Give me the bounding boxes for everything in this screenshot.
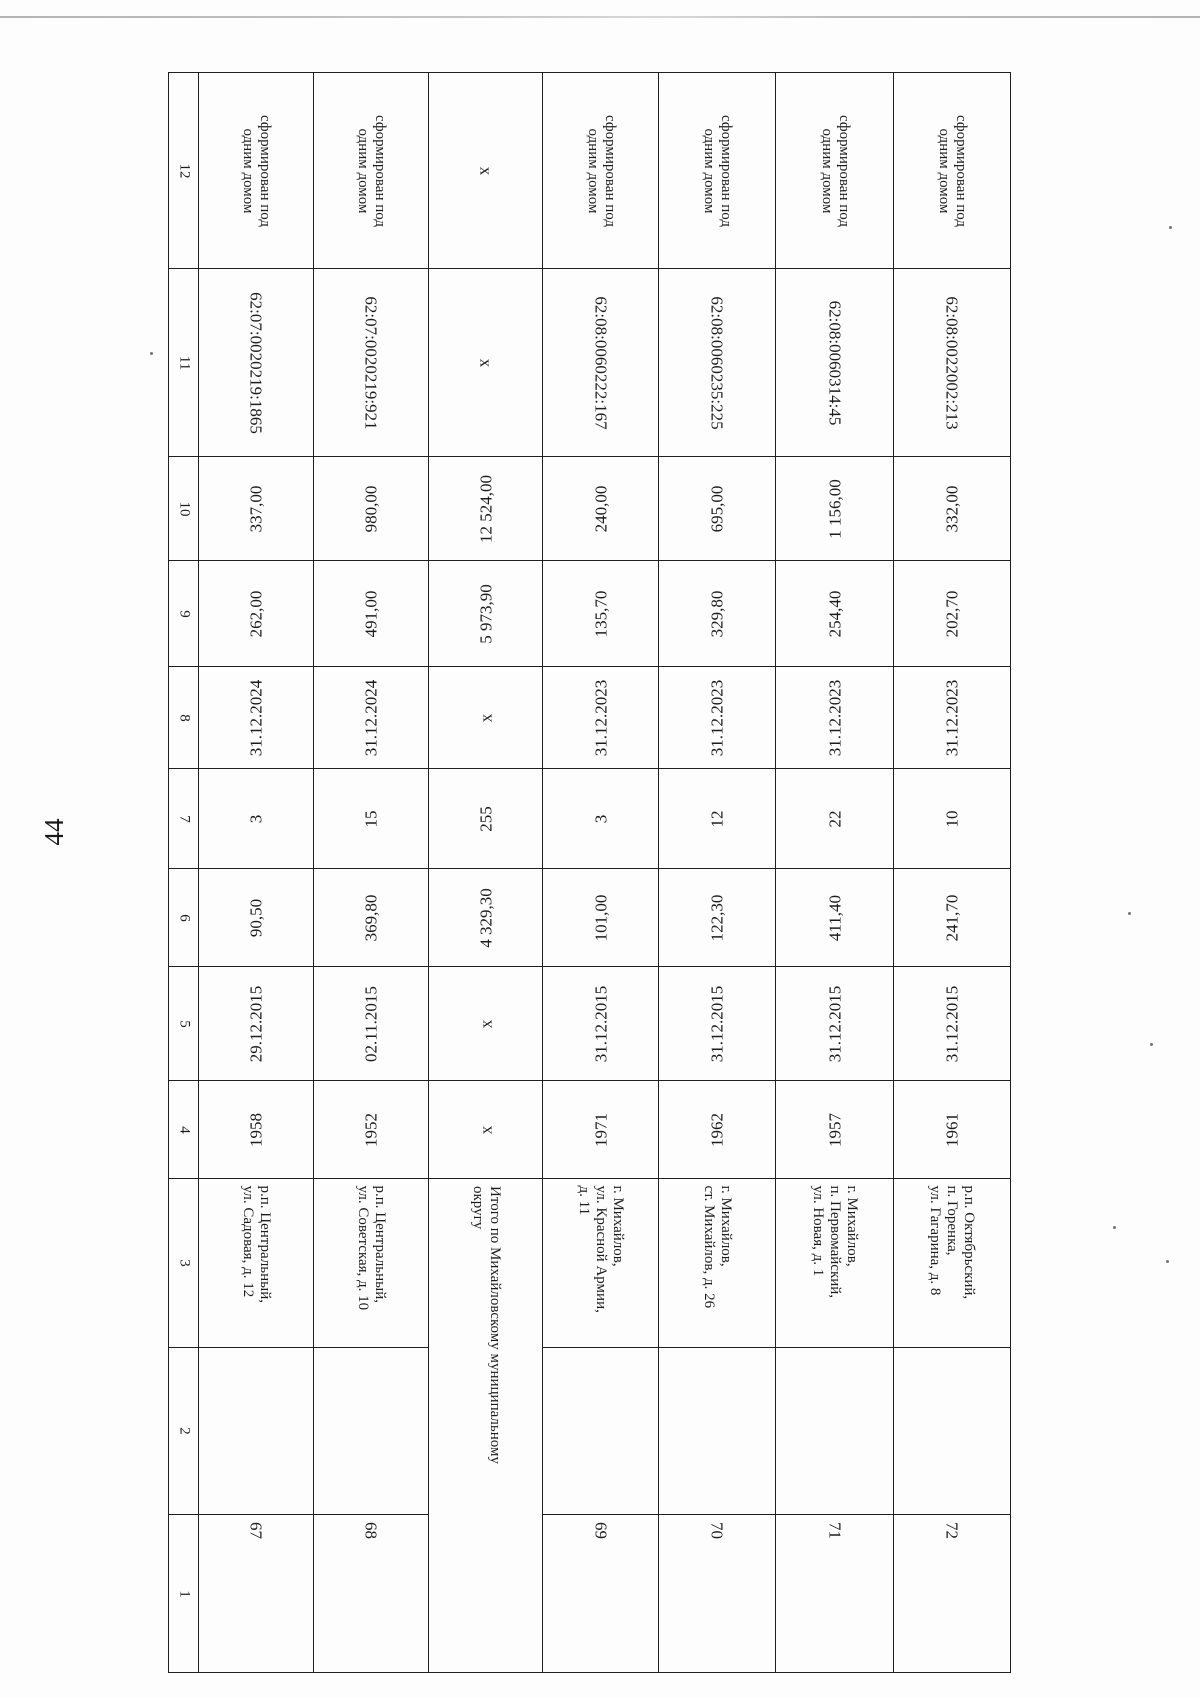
row-72-col-2 <box>893 1347 1011 1515</box>
row-68-col-10-text: 980,00 <box>361 485 381 532</box>
row-70-col-6-text: 122,30 <box>707 894 727 941</box>
row-71-col-11-text: 62:08:0060314:45 <box>825 300 845 425</box>
row-68-col-6 <box>313 868 429 967</box>
row-67-col-10-text: 337,00 <box>246 485 266 532</box>
header-cell-5 <box>168 966 199 1081</box>
row-69-col-2 <box>542 1347 659 1515</box>
total-cell-col-4-text: x <box>475 1125 495 1134</box>
row-69-col-1 <box>542 1514 659 1673</box>
row-71-col-4-text: 1957 <box>824 1112 844 1147</box>
row-69-col-9-text: 135,70 <box>590 590 610 637</box>
row-70-col-6 <box>658 868 776 967</box>
row-69-col-5-text: 31.12.2015 <box>590 985 610 1062</box>
row-70-col-7 <box>658 768 776 869</box>
row-68-col-4-text: 1952 <box>361 1112 381 1147</box>
row-71-col-8-text: 31.12.2023 <box>824 679 844 756</box>
row-68-col-6-text: 369,80 <box>361 894 381 941</box>
total-cell-col-5 <box>428 966 543 1081</box>
row-71-col-7 <box>775 768 894 869</box>
header-cell-12 <box>168 72 199 269</box>
row-67-col-5-text: 29.12.2015 <box>246 985 266 1062</box>
total-cell-col-10-text: 12 524,00 <box>475 474 495 543</box>
row-67-col-6 <box>198 868 314 967</box>
total-cell-col-7-text: 255 <box>475 805 495 832</box>
row-70-col-5 <box>658 966 776 1081</box>
row-71-col-6 <box>775 868 894 967</box>
total-cell-col-8 <box>428 666 543 769</box>
row-68-col-10 <box>313 456 429 561</box>
row-67-col-6-text: 90,50 <box>246 898 266 937</box>
row-72-col-9-text: 202,70 <box>942 590 962 637</box>
row-70-col-2 <box>658 1347 776 1515</box>
row-70-col-10-text: 695,00 <box>707 485 727 532</box>
row-71-col-9-text: 254,40 <box>824 590 844 637</box>
row-70-col-4-text: 1962 <box>707 1112 727 1147</box>
header-cell-1-text: 1 <box>175 1589 192 1598</box>
row-70-col-4 <box>658 1080 776 1179</box>
row-70-col-8-text: 31.12.2023 <box>707 679 727 756</box>
row-69-col-10-text: 240,00 <box>590 485 610 532</box>
total-cell-col-6 <box>428 868 543 967</box>
row-68-col-5 <box>313 966 429 1081</box>
row-68-col-5-text: 02.11.2015 <box>361 985 381 1062</box>
row-72-col-11 <box>893 268 1011 457</box>
header-cell-4 <box>168 1080 199 1179</box>
row-72-col-9 <box>893 560 1011 667</box>
row-72-col-4 <box>893 1080 1011 1179</box>
header-cell-10 <box>168 456 199 561</box>
row-68-col-11-text: 62:07:0020219:921 <box>361 295 381 430</box>
scan-speck <box>1113 1226 1116 1229</box>
row-71-col-6-text: 411,40 <box>824 894 844 941</box>
row-71-col-7-text: 22 <box>824 810 844 827</box>
total-label-cell-text: Итого по Михайловскому муниципальному округу <box>469 1185 503 1464</box>
row-72-col-1-text: 72 <box>942 1521 962 1539</box>
row-72-col-7-text: 10 <box>942 810 962 827</box>
row-68-col-9-text: 491,00 <box>361 590 381 637</box>
row-70-col-7-text: 12 <box>707 810 727 827</box>
row-67-col-1 <box>198 1514 314 1673</box>
header-cell-8-text: 8 <box>175 713 192 722</box>
row-71-col-12 <box>775 72 894 269</box>
header-cell-10-text: 10 <box>175 501 192 516</box>
scan-speck <box>1150 1043 1153 1046</box>
header-cell-4-text: 4 <box>175 1125 192 1134</box>
total-cell-col-11 <box>428 268 543 457</box>
total-cell-col-10 <box>428 456 543 561</box>
total-cell-col-12-text: x <box>476 166 496 175</box>
header-cell-12-text: 12 <box>175 163 192 178</box>
total-cell-col-6-text: 4 329,30 <box>475 887 495 948</box>
row-71-col-4 <box>775 1080 894 1179</box>
row-72-col-11-text: 62:08:0022002:213 <box>942 295 962 430</box>
row-71-col-12-text: сформирован под одним домом <box>818 114 852 227</box>
scan-speck <box>1169 226 1172 229</box>
row-67-col-12-text: сформирован под одним домом <box>240 114 273 227</box>
row-70-col-12-text: сформирован под одним домом <box>701 114 734 227</box>
row-69-col-10 <box>542 456 659 561</box>
header-cell-9 <box>168 560 199 667</box>
row-69-col-7 <box>542 768 659 869</box>
row-68-col-8 <box>313 666 429 769</box>
row-71-col-10-text: 1 156,00 <box>824 478 844 539</box>
row-68-col-1-text: 68 <box>361 1521 381 1539</box>
row-67-col-12 <box>198 72 314 269</box>
row-67-col-3 <box>198 1178 314 1348</box>
row-67-col-9-text: 262,00 <box>246 590 266 637</box>
row-71-col-9 <box>775 560 894 667</box>
row-71-col-5-text: 31.12.2015 <box>824 985 844 1062</box>
header-cell-7 <box>168 768 199 869</box>
row-72-col-12 <box>893 72 1011 269</box>
row-72-col-12-text: сформирован под одним домом <box>936 114 969 227</box>
row-68-col-2 <box>313 1347 429 1515</box>
header-cell-7-text: 7 <box>175 814 192 823</box>
row-72-col-7 <box>893 768 1011 869</box>
row-68-col-7 <box>313 768 429 869</box>
total-cell-col-9 <box>428 560 543 667</box>
row-68-col-7-text: 15 <box>361 810 381 827</box>
row-71-col-1 <box>775 1514 894 1673</box>
row-69-col-12 <box>542 72 659 269</box>
row-68-col-4 <box>313 1080 429 1179</box>
header-cell-1 <box>168 1514 199 1673</box>
row-67-col-11 <box>198 268 314 457</box>
row-72-col-3-text: р.п. Октябрьский, п. Горенка, ул. Гагарина, д. 8 <box>927 1185 978 1300</box>
row-70-col-1-text: 70 <box>707 1521 727 1539</box>
row-71-col-3 <box>775 1178 894 1348</box>
row-69-col-6 <box>542 868 659 967</box>
total-cell-col-7 <box>428 768 543 869</box>
row-69-col-4-text: 1971 <box>590 1112 610 1147</box>
total-label-cell <box>428 1178 543 1673</box>
header-cell-9-text: 9 <box>175 609 192 618</box>
row-70-col-3-text: г. Михайлов, ст. Михайлов, д. 26 <box>701 1185 734 1309</box>
row-72-col-6 <box>893 868 1011 967</box>
scan-speck <box>1166 1260 1169 1263</box>
row-71-col-11 <box>775 268 894 457</box>
row-71-col-10 <box>775 456 894 561</box>
header-cell-3 <box>168 1178 199 1348</box>
row-70-col-1 <box>658 1514 776 1673</box>
row-67-col-11-text: 62:07:0020219:1865 <box>246 291 266 434</box>
row-68-col-12-text: сформирован под одним домом <box>355 114 388 227</box>
row-72-col-8-text: 31.12.2023 <box>942 679 962 756</box>
header-cell-2 <box>168 1347 199 1515</box>
total-cell-col-8-text: x <box>475 713 495 722</box>
header-cell-8 <box>168 666 199 769</box>
row-68-col-12 <box>313 72 429 269</box>
row-70-col-8 <box>658 666 776 769</box>
row-67-col-4 <box>198 1080 314 1179</box>
row-67-col-10 <box>198 456 314 561</box>
row-67-col-2 <box>198 1347 314 1515</box>
header-cell-2-text: 2 <box>175 1427 192 1435</box>
total-cell-col-5-text: x <box>475 1019 495 1028</box>
row-72-col-8 <box>893 666 1011 769</box>
row-69-col-1-text: 69 <box>591 1521 611 1539</box>
row-72-col-5 <box>893 966 1011 1081</box>
row-71-col-5 <box>775 966 894 1081</box>
header-cell-6-text: 6 <box>175 913 192 922</box>
header-cell-5-text: 5 <box>175 1019 192 1028</box>
row-72-col-6-text: 241,70 <box>942 894 962 941</box>
row-67-col-9 <box>198 560 314 667</box>
total-cell-col-9-text: 5 973,90 <box>475 583 495 644</box>
total-cell-col-12 <box>428 72 543 269</box>
header-cell-11 <box>168 268 199 457</box>
row-72-col-4-text: 1961 <box>942 1112 962 1147</box>
row-70-col-5-text: 31.12.2015 <box>707 985 727 1062</box>
row-69-col-6-text: 101,00 <box>590 894 610 941</box>
row-67-col-8 <box>198 666 314 769</box>
row-70-col-11-text: 62:08:0060235:225 <box>707 295 727 430</box>
row-69-col-8-text: 31.12.2023 <box>590 679 610 756</box>
row-68-col-11 <box>313 268 429 457</box>
row-67-col-7-text: 3 <box>246 814 266 823</box>
row-68-col-3 <box>313 1178 429 1348</box>
row-67-col-5 <box>198 966 314 1081</box>
row-69-col-11 <box>542 268 659 457</box>
row-71-col-2 <box>775 1347 894 1515</box>
header-cell-6 <box>168 868 199 967</box>
row-67-col-7 <box>198 768 314 869</box>
row-70-col-11 <box>658 268 776 457</box>
total-cell-col-11-text: x <box>476 358 496 367</box>
row-69-col-5 <box>542 966 659 1081</box>
row-69-col-9 <box>542 560 659 667</box>
header-cell-11-text: 11 <box>175 355 192 370</box>
row-70-col-3 <box>658 1178 776 1348</box>
total-cell-col-4 <box>428 1080 543 1179</box>
row-68-col-8-text: 31.12.2024 <box>361 679 381 756</box>
row-70-col-9 <box>658 560 776 667</box>
row-72-col-10-text: 332,00 <box>942 485 962 532</box>
scan-speck <box>1128 912 1131 915</box>
row-67-col-1-text: 67 <box>246 1521 266 1539</box>
row-67-col-4-text: 1958 <box>246 1112 266 1147</box>
page-number: 44 <box>38 818 69 846</box>
row-67-col-8-text: 31.12.2024 <box>246 679 266 756</box>
row-69-col-3-text: г. Михайлов, ул. Красной Армии, д. 11 <box>576 1185 626 1313</box>
row-69-col-4 <box>542 1080 659 1179</box>
row-70-col-12 <box>658 72 776 269</box>
row-69-col-3 <box>542 1178 659 1348</box>
header-cell-3-text: 3 <box>175 1259 192 1267</box>
row-72-col-3 <box>893 1178 1011 1348</box>
row-69-col-12-text: сформирован под одним домом <box>584 114 618 227</box>
row-72-col-5-text: 31.12.2015 <box>942 985 962 1062</box>
row-71-col-8 <box>775 666 894 769</box>
row-69-col-8 <box>542 666 659 769</box>
row-69-col-7-text: 3 <box>590 814 610 823</box>
row-67-col-3-text: р.п. Центральный, ул. Садовая, д. 12 <box>240 1185 273 1304</box>
row-70-col-9-text: 329,80 <box>707 590 727 637</box>
scan-speck <box>150 352 153 355</box>
row-72-col-10 <box>893 456 1011 561</box>
row-68-col-9 <box>313 560 429 667</box>
row-71-col-3-text: г. Михайлов, п. Первомайский, ул. Новая, д. 1 <box>810 1185 860 1299</box>
row-68-col-3-text: р.п. Центральный, ул. Советская, д. 10 <box>355 1185 388 1311</box>
row-72-col-1 <box>893 1514 1011 1673</box>
row-69-col-11-text: 62:08:0060222:167 <box>591 295 611 430</box>
row-68-col-1 <box>313 1514 429 1673</box>
row-70-col-10 <box>658 456 776 561</box>
row-71-col-1-text: 71 <box>825 1521 845 1539</box>
